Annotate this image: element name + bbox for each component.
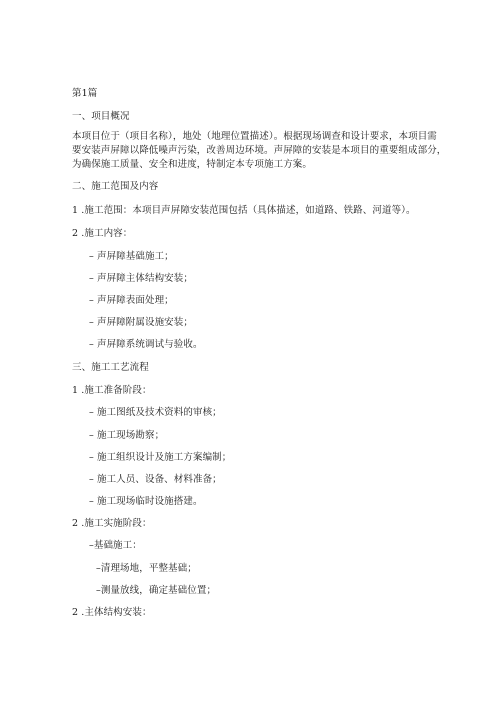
overview-paragraph-line: 要安装声屏障以降低噪声污染，改善周边环境。声屏障的安装是本项目的重要组成部分， [72, 145, 447, 156]
process-bullet: – 施工现场临时设施搭建。 [89, 496, 203, 507]
overview-paragraph-line: 本项目位于（项目名称），地处（地理位置描述）。根据现场调查和设计要求，本项目需 [72, 131, 437, 142]
scope-item: 1 .施工范围：本项目声屏障安装范围包括（具体描述，如道路、铁路、河道等）。 [72, 205, 416, 216]
content-bullet: – 声屏障基础施工； [89, 251, 174, 262]
process-bullet: – 施工现场勘察； [89, 430, 165, 441]
chapter-title: 第1篇 [72, 88, 98, 99]
foundation-heading: –基础施工： [89, 540, 142, 551]
process-bullet: – 施工图纸及技术资料的审核； [89, 407, 222, 418]
process-item: 1 .施工准备阶段： [72, 385, 152, 396]
foundation-step: –测量放线，确定基础位置； [96, 585, 217, 596]
section-heading-process: 三、施工工艺流程 [72, 362, 149, 373]
section-heading-overview: 一、项目概况 [72, 111, 130, 122]
content-bullet: – 声屏障主体结构安装； [89, 273, 193, 284]
content-bullet: – 声屏障系统调试与验收。 [89, 339, 203, 350]
foundation-step: –清理场地，平整基础； [96, 563, 197, 574]
content-item: 2 .施工内容： [72, 228, 133, 239]
process-bullet: – 施工人员、设备、材料准备； [89, 474, 222, 485]
process-bullet: – 施工组织设计及施工方案编制； [89, 452, 232, 463]
content-bullet: – 声屏障附属设施安装； [89, 317, 193, 328]
process-item: 2 .主体结构安装： [72, 607, 152, 618]
section-heading-scope: 二、施工范围及内容 [72, 181, 159, 192]
overview-paragraph-line: 为确保施工质量、安全和进度，特制定本专项施工方案。 [72, 159, 313, 170]
process-item: 2 .施工实施阶段： [72, 518, 152, 529]
content-bullet: – 声屏障表面处理； [89, 295, 174, 306]
